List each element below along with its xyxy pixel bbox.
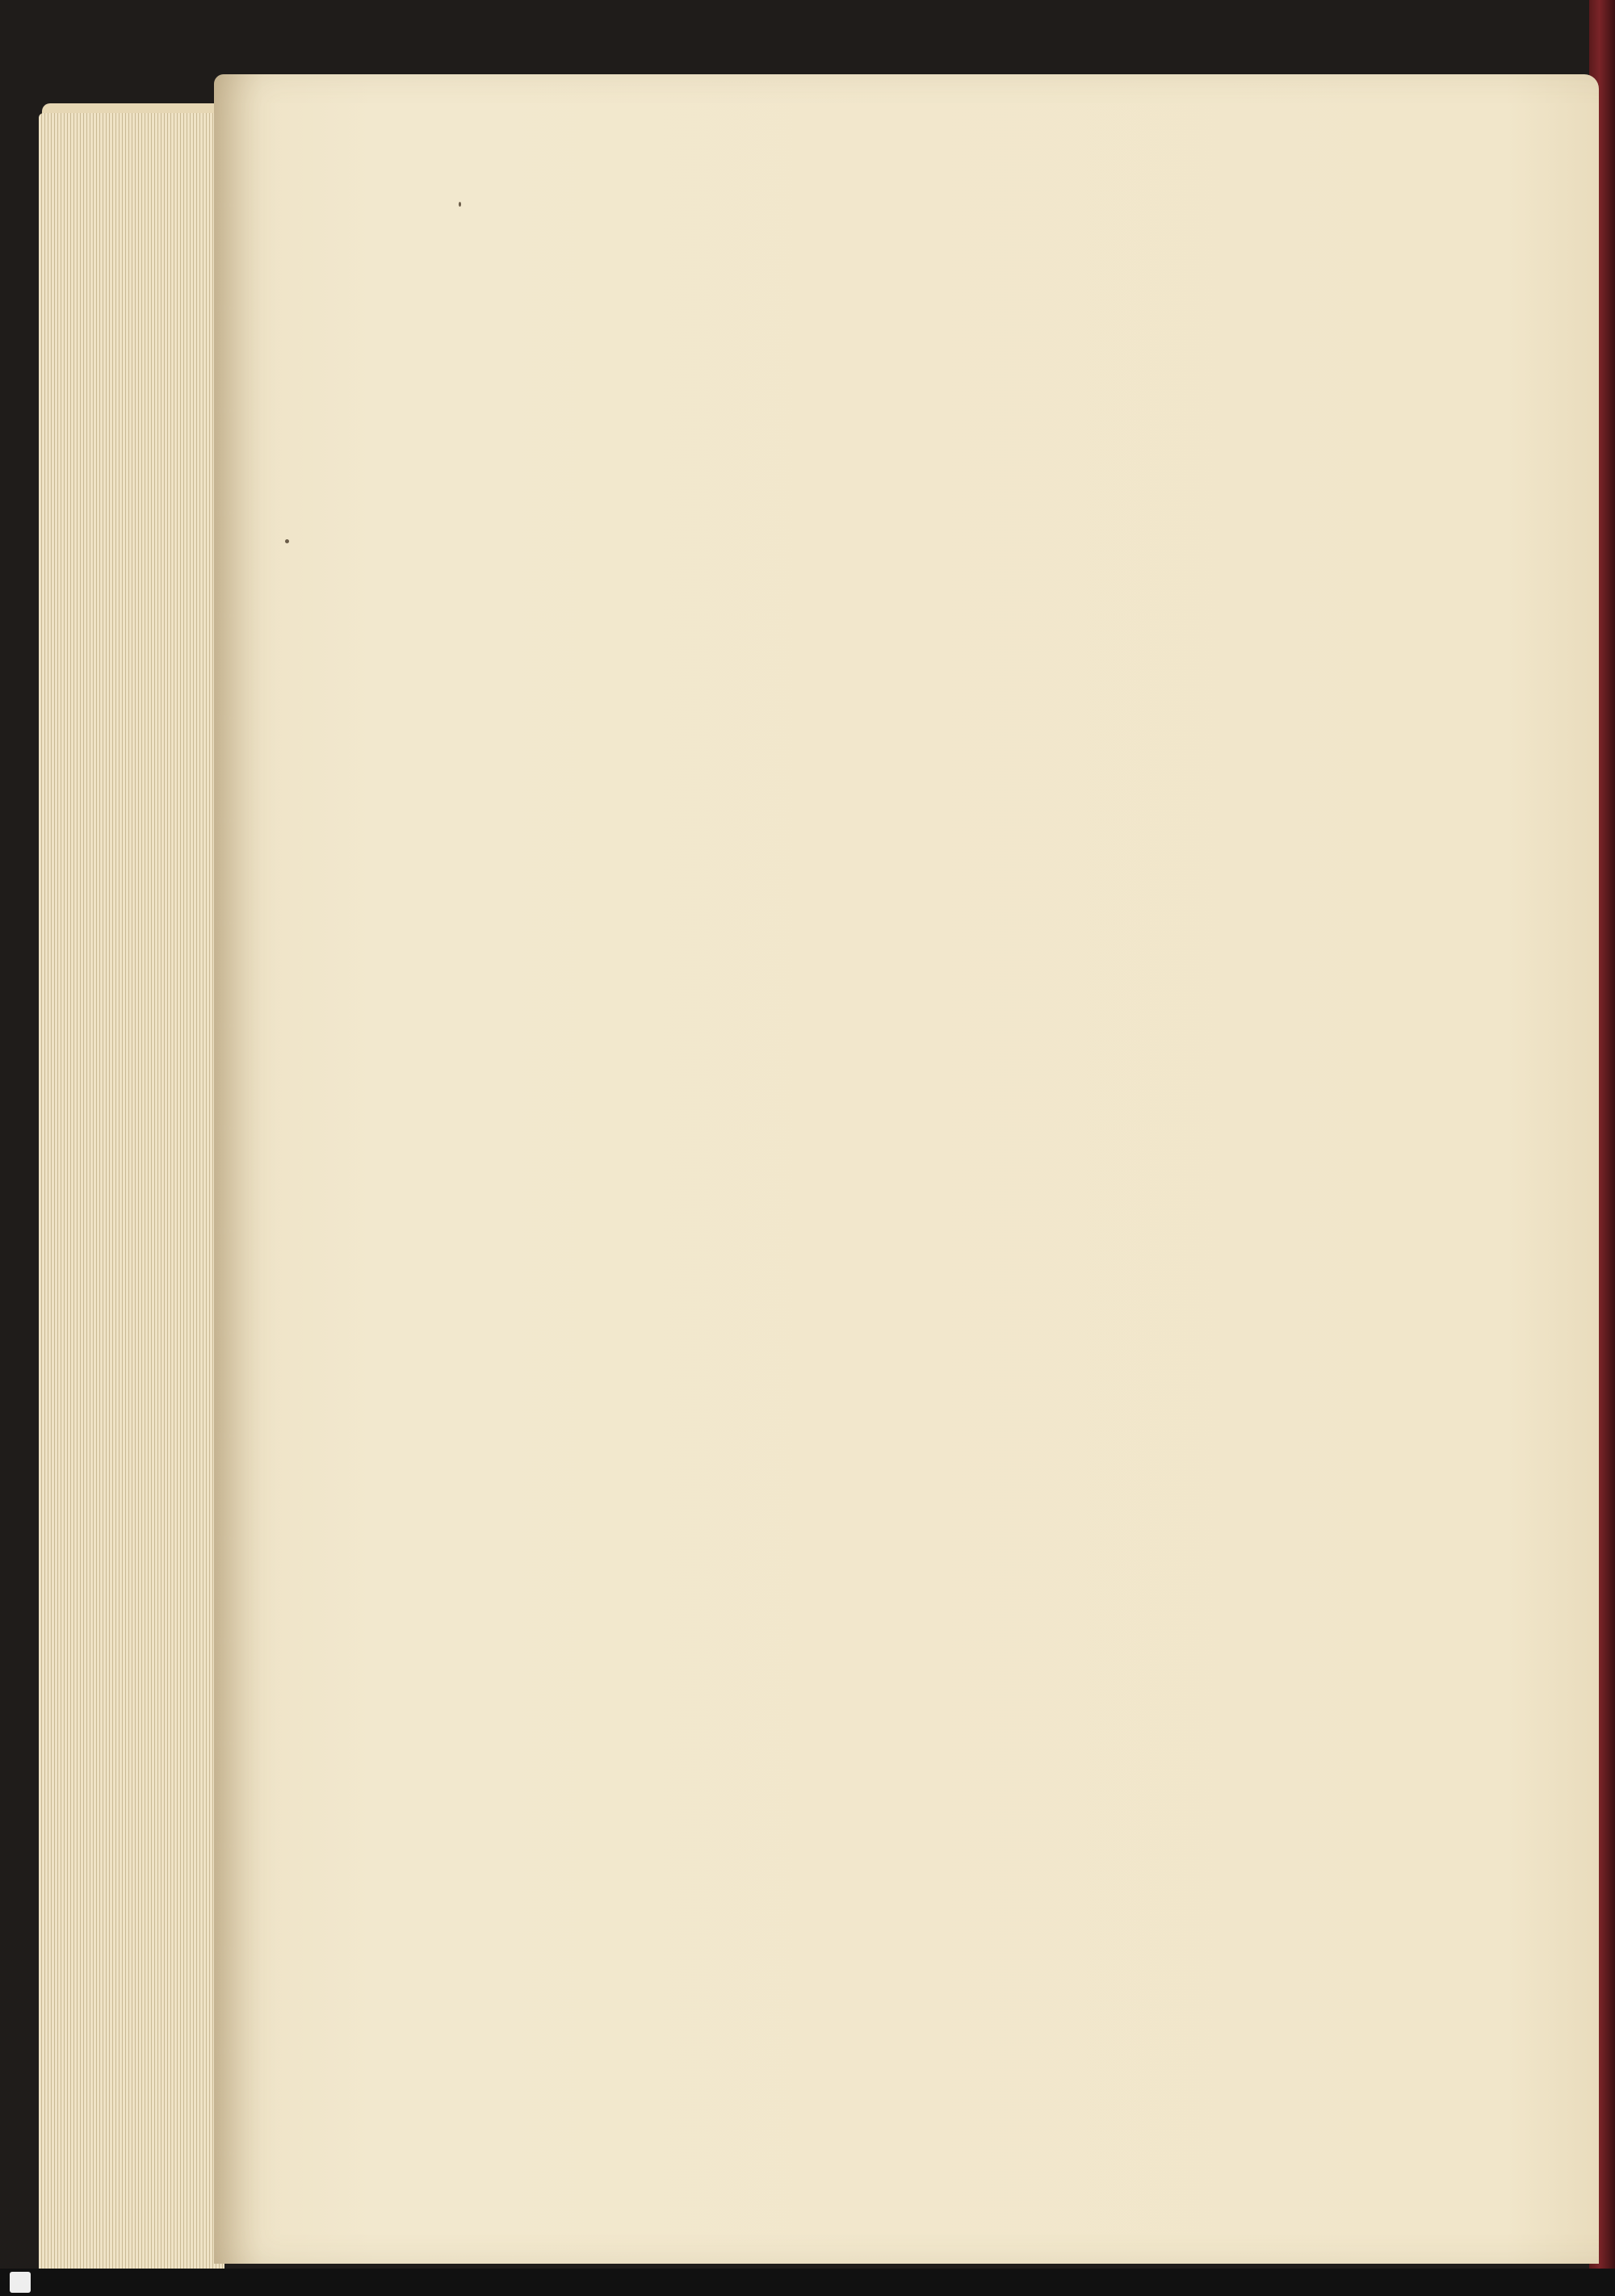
- page-stack-edges: [39, 113, 224, 2277]
- institution-logo-icon: [10, 2272, 31, 2293]
- footer-bar: [0, 2269, 1615, 2296]
- paper-speck: [459, 202, 461, 207]
- book-page: [214, 74, 1599, 2264]
- paper-speck: [285, 539, 289, 543]
